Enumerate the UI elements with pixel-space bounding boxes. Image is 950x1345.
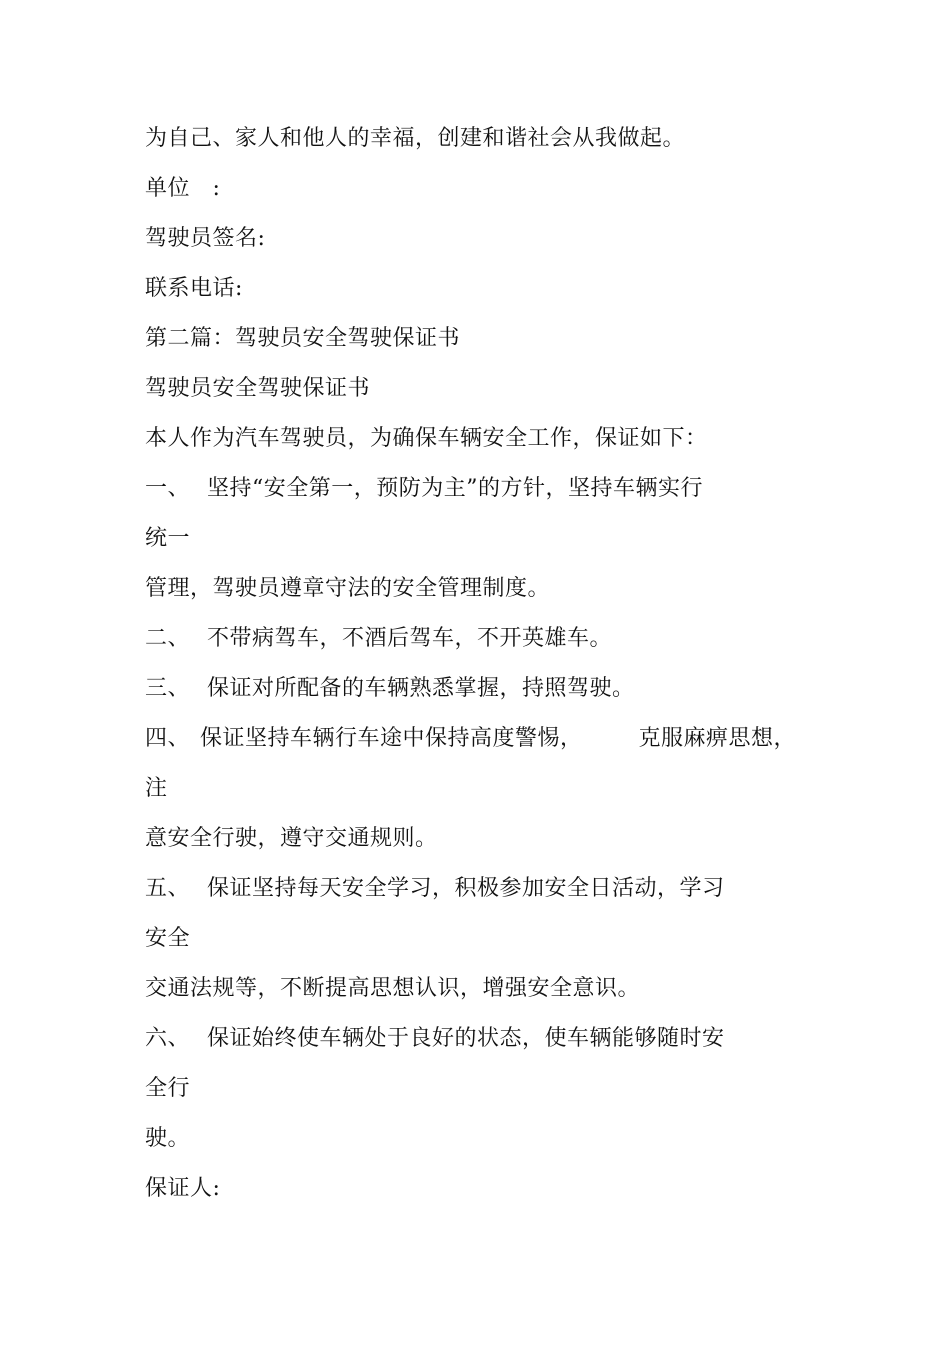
clause-2-line-1 <box>145 624 612 654</box>
clause-2-text: 不带病驾车，不酒后驾车，不开英雄车。 <box>207 626 613 651</box>
clause-4-line-3: 意安全行驶，遵守交通规则。 <box>145 826 438 851</box>
document-title: 驾驶员安全驾驶保证书 <box>145 376 371 401</box>
clause-1-marker: 一、 <box>145 476 191 501</box>
clause-3-line-1 <box>145 674 635 704</box>
chapter-heading: 第二篇：驾驶员安全驾驶保证书 <box>145 326 461 351</box>
clause-5-line-1 <box>145 874 725 904</box>
clause-6-line-2: 全行 <box>145 1076 191 1101</box>
clause-6-text: 保证始终使车辆处于良好的状态，使车辆能够随时安 <box>207 1026 725 1051</box>
clause-4-line-1 <box>145 724 796 754</box>
clause-4-marker: 四、 <box>145 726 191 751</box>
preamble: 本人作为汽车驾驶员，为确保车辆安全工作，保证如下： <box>145 426 708 451</box>
driver-signature-label: 驾驶员签名: <box>145 226 266 251</box>
clause-1-line-3: 管理，驾驶员遵章守法的安全管理制度。 <box>145 576 551 601</box>
clause-5-marker: 五、 <box>145 876 191 901</box>
clause-3-text: 保证对所配备的车辆熟悉掌握，持照驾驶。 <box>207 676 635 701</box>
clause-4-text-a: 保证坚持车辆行车途中保持高度警惕， <box>200 726 583 751</box>
intro-line: 为自己、家人和他人的幸福，创建和谐社会从我做起。 <box>145 126 686 151</box>
clause-6-line-3: 驶。 <box>145 1126 191 1151</box>
clause-1-text: 坚持“安全第一，预防为主”的方针，坚持车辆实行 <box>207 476 703 501</box>
unit-field-label: 单位 : <box>145 176 221 201</box>
clause-1-line-2: 统一 <box>145 526 191 551</box>
clause-5-text: 保证坚持每天安全学习，积极参加安全日活动，学习 <box>207 876 725 901</box>
clause-6-line-1 <box>145 1024 725 1054</box>
clause-3-marker: 三、 <box>145 676 191 701</box>
clause-5-line-2: 安全 <box>145 926 191 951</box>
phone-field-label: 联系电话: <box>145 276 243 301</box>
clause-4-text-b: 克服麻痹思想， <box>638 726 797 751</box>
clause-5-line-3: 交通法规等，不断提高思想认识，增强安全意识。 <box>145 976 641 1001</box>
clause-2-marker: 二、 <box>145 626 191 651</box>
clause-6-marker: 六、 <box>145 1026 191 1051</box>
clause-1-line-1 <box>145 474 703 504</box>
clause-4-line-2: 注 <box>145 776 168 801</box>
guarantor-label: 保证人: <box>145 1176 221 1201</box>
